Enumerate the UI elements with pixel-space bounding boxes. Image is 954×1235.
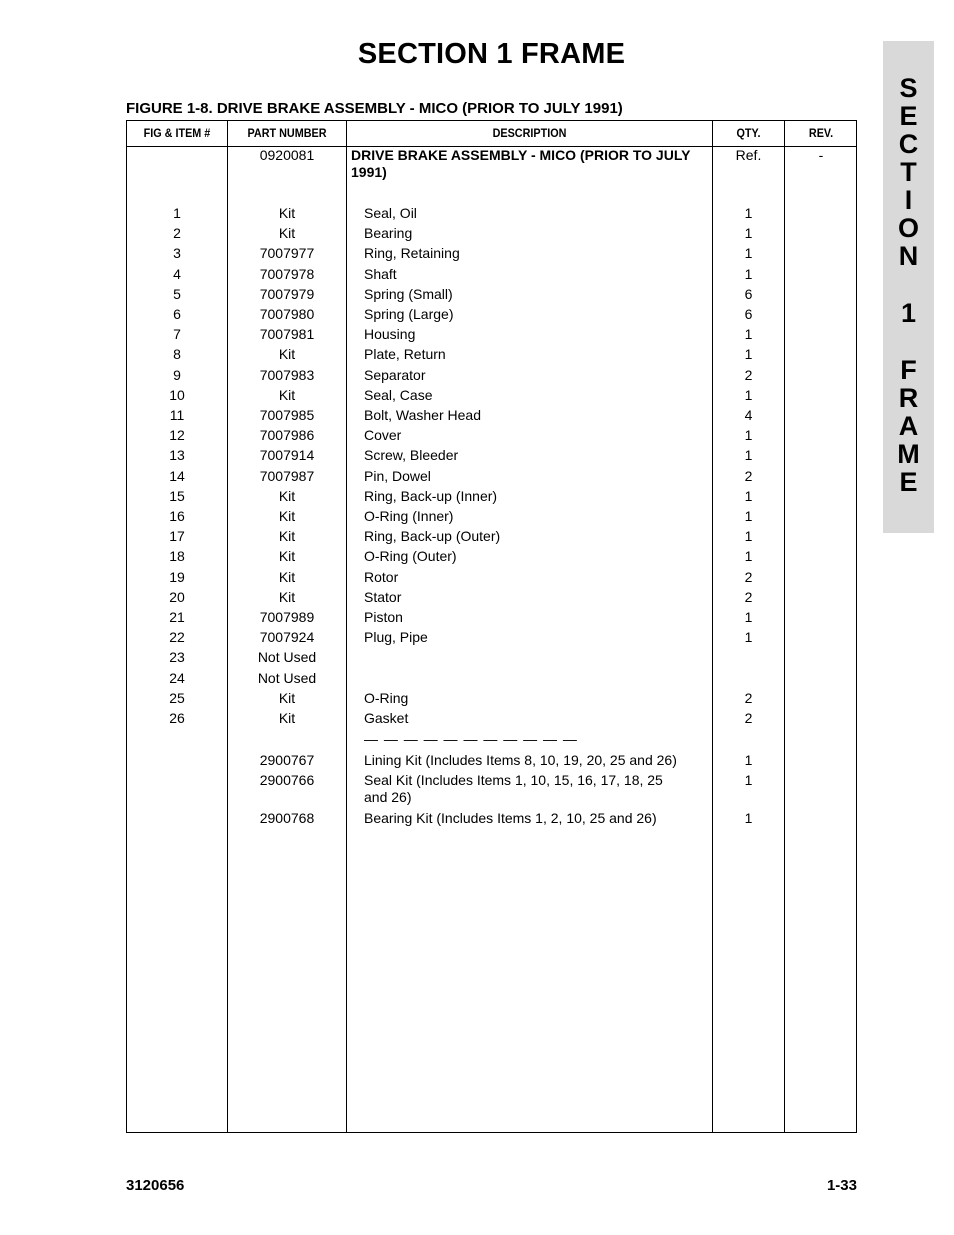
row-part-number: Kit: [278, 488, 296, 504]
parts-table: [126, 120, 857, 1133]
row-item-number: 22: [169, 629, 185, 645]
row-item-number: 20: [169, 589, 185, 605]
header-description: DESCRIPTION: [492, 126, 567, 140]
row-part-number: Kit: [278, 508, 296, 524]
row-part-number: Kit: [278, 589, 296, 605]
row-description: Ring, Retaining: [364, 245, 460, 261]
row-part-number: 7007979: [259, 286, 315, 302]
assembly-part-number: 0920081: [259, 147, 315, 163]
row-item-number: 14: [169, 468, 185, 484]
row-description: Bolt, Washer Head: [364, 407, 481, 423]
kit-part-number: 2900767: [259, 752, 315, 768]
side-tab-letter: S: [899, 73, 918, 103]
row-qty: 1: [744, 427, 753, 443]
row-item-number: 25: [169, 690, 185, 706]
kit-qty: 1: [744, 810, 753, 826]
side-tab-letter: M: [897, 439, 920, 469]
row-qty: 4: [744, 407, 753, 423]
row-qty: 1: [744, 266, 753, 282]
row-part-number: Kit: [278, 346, 296, 362]
row-description: Cover: [364, 427, 402, 443]
row-item-number: 13: [169, 447, 185, 463]
row-part-number: Kit: [278, 205, 296, 221]
row-part-number: Kit: [278, 548, 296, 564]
kit-separator: — — — — — — — — — — —: [364, 731, 578, 747]
row-qty: 1: [744, 609, 753, 625]
row-description: Piston: [364, 609, 403, 625]
row-item-number: 12: [169, 427, 185, 443]
row-part-number: 7007983: [259, 367, 315, 383]
row-part-number: Kit: [278, 690, 296, 706]
row-qty: 1: [744, 326, 753, 342]
row-part-number: Kit: [278, 710, 296, 726]
row-description: Gasket: [364, 710, 409, 726]
row-part-number: 7007980: [259, 306, 315, 322]
row-item-number: 26: [169, 710, 185, 726]
row-item-number: 8: [173, 346, 181, 362]
row-item-number: 11: [169, 407, 185, 423]
side-tab-letter: O: [897, 213, 919, 243]
row-part-number: Kit: [278, 569, 296, 585]
row-part-number: Not Used: [257, 649, 317, 665]
row-description: O-Ring: [364, 690, 409, 706]
row-item-number: 6: [173, 306, 181, 322]
row-description: Pin, Dowel: [364, 468, 431, 484]
row-qty: 2: [744, 589, 753, 605]
row-description: Separator: [364, 367, 426, 383]
row-description: Plug, Pipe: [364, 629, 428, 645]
kit-description: Bearing Kit (Includes Items 1, 2, 10, 25 and 26): [364, 810, 657, 826]
row-part-number: 7007978: [259, 266, 315, 282]
row-item-number: 15: [169, 488, 185, 504]
row-description: O-Ring (Outer): [364, 548, 457, 564]
kit-description: Lining Kit (Includes Items 8, 10, 19, 20, 25 and 26): [364, 752, 677, 768]
row-qty: 1: [744, 508, 753, 524]
column-divider: [784, 121, 785, 1132]
figure-title: FIGURE 1-8. DRIVE BRAKE ASSEMBLY - MICO (PRIOR TO JULY 1991): [126, 100, 623, 117]
row-qty: 2: [744, 690, 753, 706]
kit-qty: 1: [744, 772, 753, 788]
kit-part-number: 2900766: [259, 772, 315, 788]
kit-qty: 1: [744, 752, 753, 768]
row-item-number: 17: [169, 528, 185, 544]
row-item-number: 24: [169, 670, 185, 686]
row-item-number: 2: [173, 225, 181, 241]
row-part-number: 7007987: [259, 468, 315, 484]
row-qty: 1: [744, 205, 753, 221]
kit-part-number: 2900768: [259, 810, 315, 826]
row-qty: 1: [744, 346, 753, 362]
row-description: Bearing: [364, 225, 413, 241]
row-item-number: 7: [173, 326, 181, 342]
row-item-number: 5: [173, 286, 181, 302]
row-description: Spring (Large): [364, 306, 454, 322]
side-tab-letter: T: [900, 157, 917, 187]
row-item-number: 18: [169, 548, 185, 564]
row-description: Screw, Bleeder: [364, 447, 459, 463]
row-part-number: Kit: [278, 387, 296, 403]
row-item-number: 21: [169, 609, 185, 625]
row-description: Ring, Back-up (Outer): [364, 528, 501, 544]
header-part-number: PART NUMBER: [247, 126, 327, 140]
row-description: O-Ring (Inner): [364, 508, 454, 524]
row-description: Seal, Case: [364, 387, 433, 403]
row-part-number: Not Used: [257, 670, 317, 686]
row-item-number: 19: [169, 569, 185, 585]
row-item-number: 9: [173, 367, 181, 383]
row-qty: 2: [744, 367, 753, 383]
side-tab-letter: A: [898, 411, 919, 441]
row-item-number: 10: [169, 387, 185, 403]
row-item-number: 1: [173, 205, 181, 221]
row-qty: 1: [744, 387, 753, 403]
row-description: Housing: [364, 326, 416, 342]
row-qty: 6: [744, 286, 753, 302]
row-part-number: Kit: [278, 528, 296, 544]
row-qty: 1: [744, 225, 753, 241]
assembly-description: DRIVE BRAKE ASSEMBLY - MICO (PRIOR TO JULY 1991): [351, 147, 691, 180]
row-qty: 2: [744, 468, 753, 484]
column-divider: [346, 121, 347, 1132]
row-description: Ring, Back-up (Inner): [364, 488, 498, 504]
row-item-number: 23: [169, 649, 185, 665]
row-item-number: 4: [173, 266, 181, 282]
section-side-tab: [883, 41, 934, 533]
row-part-number: 7007977: [259, 245, 315, 261]
side-tab-letter: R: [898, 383, 919, 413]
row-description: Rotor: [364, 569, 399, 585]
row-part-number: 7007914: [259, 447, 315, 463]
row-qty: 1: [744, 245, 753, 261]
row-part-number: 7007985: [259, 407, 315, 423]
footer-document-number: 3120656: [126, 1177, 185, 1194]
side-tab-letter: E: [899, 101, 918, 131]
header-qty: QTY.: [736, 126, 761, 140]
header-rev: REV.: [808, 126, 834, 140]
row-item-number: 3: [173, 245, 181, 261]
row-qty: 1: [744, 629, 753, 645]
row-part-number: 7007981: [259, 326, 315, 342]
side-tab-letter: I: [904, 185, 913, 215]
side-tab-letter: E: [899, 467, 918, 497]
row-qty: 6: [744, 306, 753, 322]
row-qty: 2: [744, 710, 753, 726]
side-tab-letter: 1: [900, 298, 917, 328]
side-tab-letter: N: [898, 241, 919, 271]
row-item-number: 16: [169, 508, 185, 524]
row-description: Spring (Small): [364, 286, 453, 302]
row-part-number: Kit: [278, 225, 296, 241]
row-description: Plate, Return: [364, 346, 446, 362]
row-description: Seal, Oil: [364, 205, 417, 221]
page-title: SECTION 1 FRAME: [357, 38, 626, 70]
row-qty: 2: [744, 569, 753, 585]
row-qty: 1: [744, 548, 753, 564]
row-description: Shaft: [364, 266, 397, 282]
row-qty: 1: [744, 528, 753, 544]
row-part-number: 7007989: [259, 609, 315, 625]
row-part-number: 7007986: [259, 427, 315, 443]
row-qty: 1: [744, 488, 753, 504]
assembly-rev: -: [818, 147, 824, 163]
footer-page-number: 1-33: [826, 1177, 857, 1194]
side-tab-letter: C: [898, 129, 919, 159]
assembly-qty: Ref.: [735, 147, 762, 163]
row-qty: 1: [744, 447, 753, 463]
header-item: FIG & ITEM #: [143, 126, 211, 140]
side-tab-letter: F: [900, 355, 917, 385]
row-description: Stator: [364, 589, 402, 605]
row-part-number: 7007924: [259, 629, 315, 645]
kit-description: Seal Kit (Includes Items 1, 10, 15, 16, 17, 18, 25 and 26): [364, 772, 663, 805]
